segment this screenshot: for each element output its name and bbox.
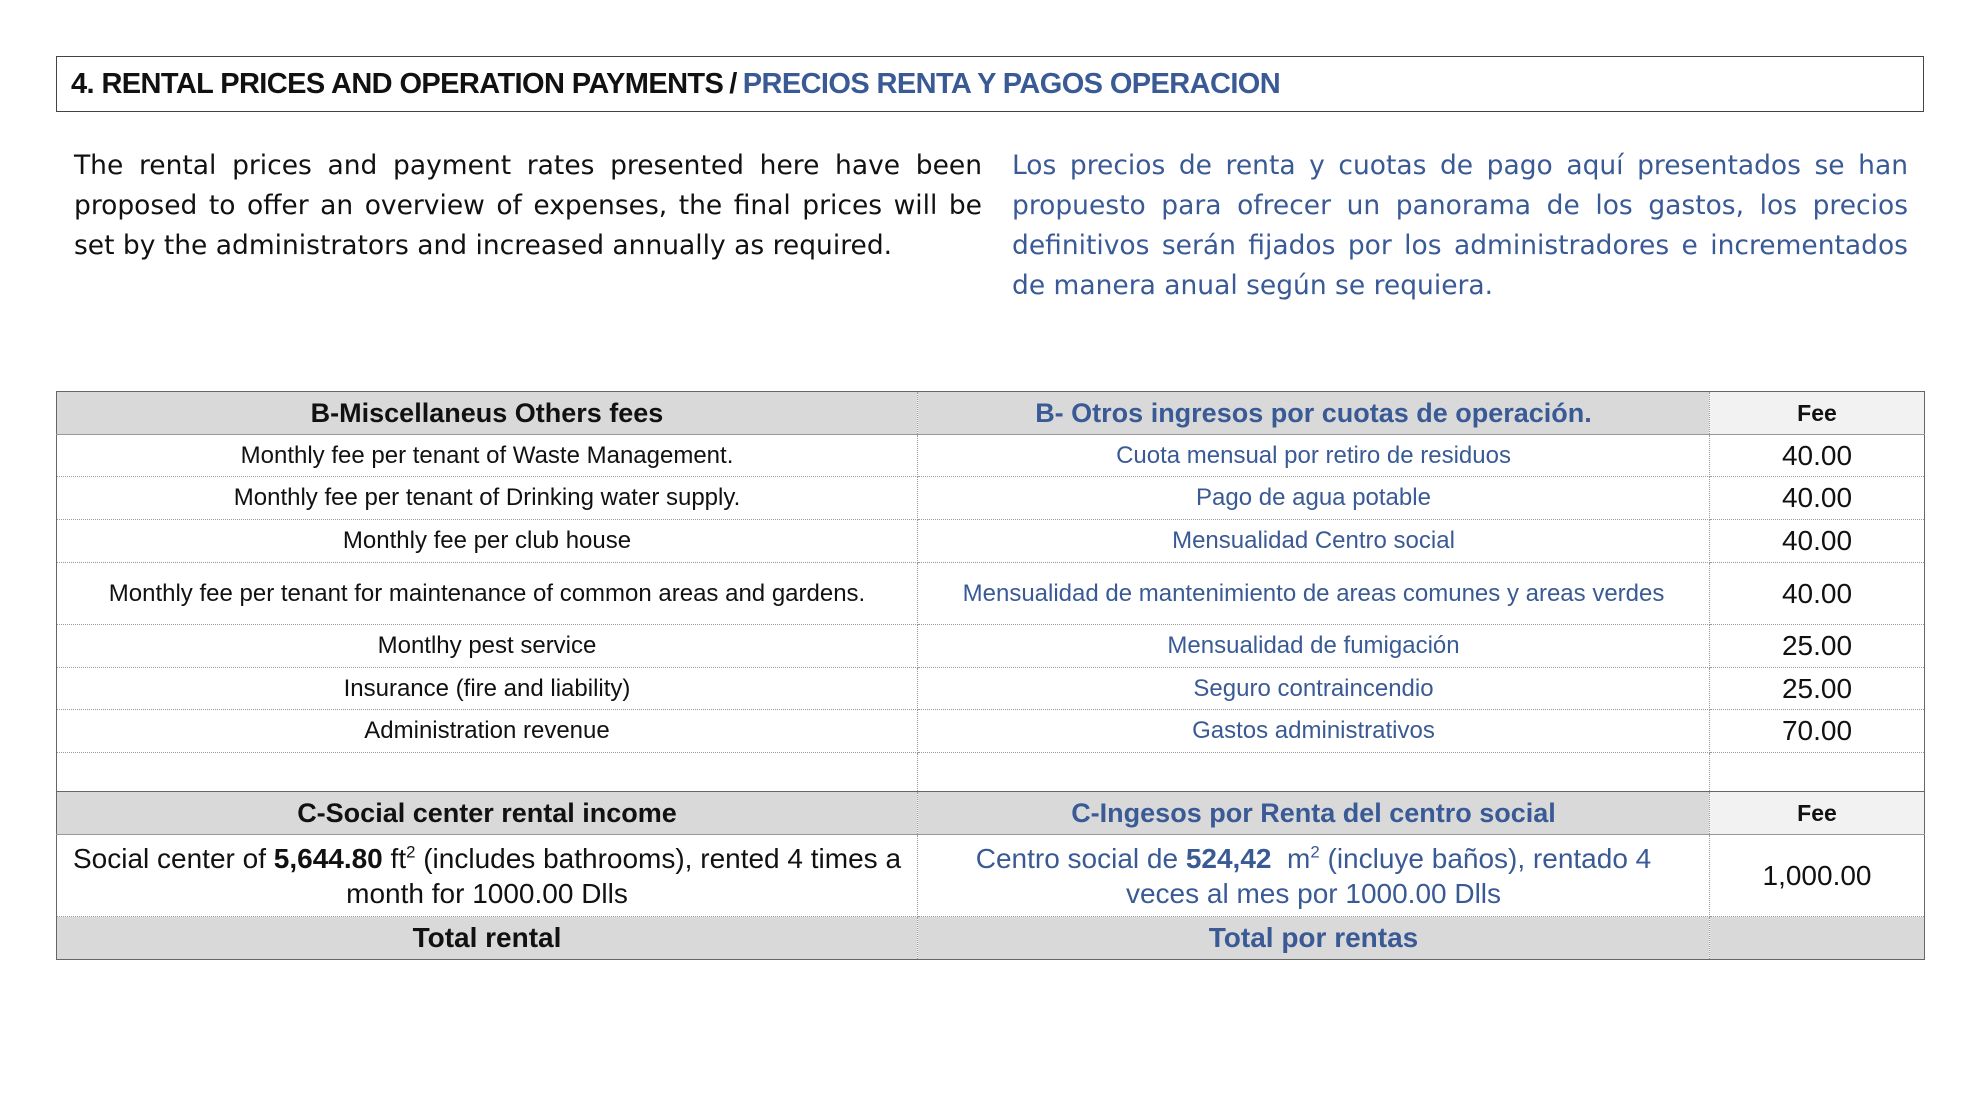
row-label-en: Monthly fee per tenant for maintenance of common areas and gardens. xyxy=(57,563,918,625)
social-en-area: 5,644.80 xyxy=(273,842,383,874)
table-b-header-row xyxy=(57,392,1925,435)
table-b-header-en: B-Miscellaneus Others fees xyxy=(57,392,918,435)
total-label-es: Total por rentas xyxy=(918,917,1710,960)
social-en-exponent: 2 xyxy=(406,842,416,862)
social-es-exponent: 2 xyxy=(1310,842,1320,862)
fees-table xyxy=(56,391,1925,960)
section-title-es: PRECIOS RENTA Y PAGOS OPERACION xyxy=(742,67,1281,100)
empty-cell xyxy=(918,753,1710,792)
table-row xyxy=(57,563,1925,625)
row-label-es: Cuota mensual por retiro de residuos xyxy=(918,435,1710,477)
empty-row xyxy=(57,753,1925,792)
row-label-en: Monthly fee per tenant of Waste Management. xyxy=(57,435,918,477)
table-row xyxy=(57,477,1925,520)
table-row xyxy=(57,668,1925,710)
table-row xyxy=(57,520,1925,563)
empty-cell xyxy=(57,753,918,792)
row-label-es: Seguro contraincendio xyxy=(918,668,1710,710)
row-label-es: Mensualidad de mantenimiento de areas comunes y areas verdes xyxy=(918,563,1710,625)
total-label-en: Total rental xyxy=(57,917,918,960)
intro-paragraph-es: Los precios de renta y cuotas de pago aquí presentados se han propuesto para ofrecer un panorama de los gastos, los precios definitivos serán fijados por los administradores e incrementados de manera anual según se requiera. xyxy=(1012,150,1908,301)
total-row xyxy=(57,917,1925,960)
row-fee: 70.00 xyxy=(1710,710,1925,753)
row-fee: 25.00 xyxy=(1710,625,1925,668)
empty-cell xyxy=(1710,753,1925,792)
table-c-header-en: C-Social center rental income xyxy=(57,792,918,835)
row-fee: 40.00 xyxy=(1710,477,1925,520)
section-title-separator: / xyxy=(729,67,737,100)
row-label-en: Administration revenue xyxy=(57,710,918,753)
section-header xyxy=(56,56,1924,112)
social-center-description-en xyxy=(57,835,918,917)
social-es-area: 524,42 xyxy=(1185,842,1272,874)
social-center-description-es xyxy=(918,835,1710,917)
table-b-header-fee: Fee xyxy=(1710,392,1925,435)
social-es-prefix: Centro social de xyxy=(975,842,1186,874)
row-label-es: Mensualidad de fumigación xyxy=(918,625,1710,668)
row-label-es: Gastos administrativos xyxy=(918,710,1710,753)
social-en-unit: ft xyxy=(382,842,407,874)
section-title-en: 4. RENTAL PRICES AND OPERATION PAYMENTS xyxy=(71,67,724,100)
row-fee: 40.00 xyxy=(1710,520,1925,563)
social-en-suffix: (includes bathrooms), rented 4 times a month for 1000.00 Dlls xyxy=(346,842,902,909)
row-label-en: Monthly fee per club house xyxy=(57,520,918,563)
social-center-fee: 1,000.00 xyxy=(1710,835,1925,917)
table-b-header-es: B- Otros ingresos por cuotas de operación. xyxy=(918,392,1710,435)
table-row xyxy=(57,625,1925,668)
table-c-header-fee: Fee xyxy=(1710,792,1925,835)
table-row xyxy=(57,710,1925,753)
social-center-row xyxy=(57,835,1925,917)
row-label-es: Mensualidad Centro social xyxy=(918,520,1710,563)
table-c-header-es: C-Ingesos por Renta del centro social xyxy=(918,792,1710,835)
row-label-en: Insurance (fire and liability) xyxy=(57,668,918,710)
intro-paragraph-en: The rental prices and payment rates presented here have been proposed to offer an overview of expenses, the final prices will be set by the administrators and increased annually as required. xyxy=(74,150,982,261)
social-es-suffix: (incluye baños), rentado 4 veces al mes por 1000.00 Dlls xyxy=(1125,842,1652,909)
total-fee xyxy=(1710,917,1925,960)
social-es-unit: m xyxy=(1271,842,1311,874)
row-fee: 25.00 xyxy=(1710,668,1925,710)
social-en-prefix: Social center of xyxy=(72,842,274,874)
table-c-header-row xyxy=(57,792,1925,835)
row-fee: 40.00 xyxy=(1710,435,1925,477)
row-label-en: Montlhy pest service xyxy=(57,625,918,668)
row-fee: 40.00 xyxy=(1710,563,1925,625)
row-label-es: Pago de agua potable xyxy=(918,477,1710,520)
row-label-en: Monthly fee per tenant of Drinking water supply. xyxy=(57,477,918,520)
table-row xyxy=(57,435,1925,477)
